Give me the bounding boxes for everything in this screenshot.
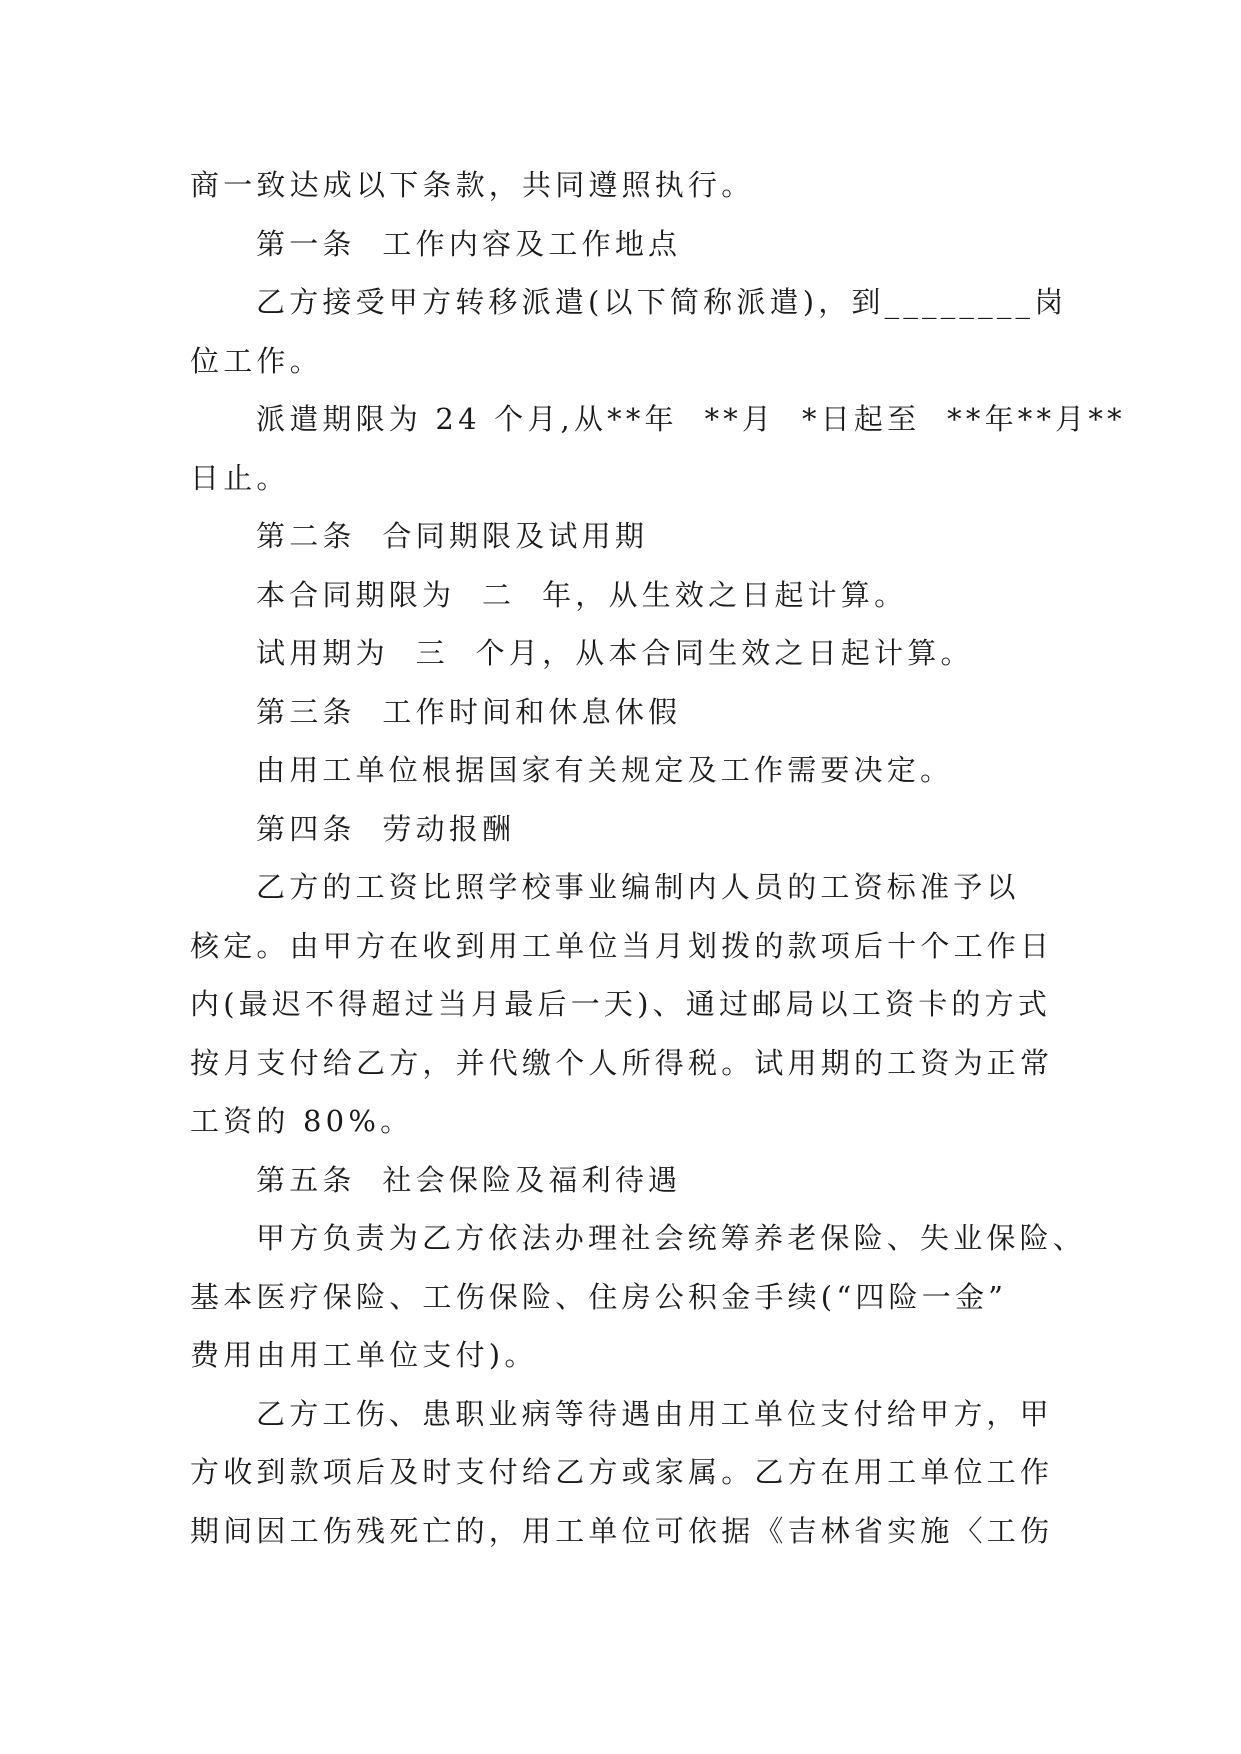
text-line: 派遣期限为 24 个月,从**年 **月 *日起至 **年**月**	[256, 402, 1126, 436]
article-heading: 第三条 工作时间和休息休假	[256, 694, 682, 729]
text-line: 由用工单位根据国家有关规定及工作需要决定。	[256, 753, 954, 787]
document-body	[190, 156, 1126, 1560]
text-line: 乙方工伤、患职业病等待遇由用工单位支付给甲方，甲	[256, 1396, 1053, 1431]
text-line: 期间因工伤残死亡的，用工单位可依据《吉林省实施〈工伤	[190, 1513, 1054, 1548]
text-line: 基本医疗保险、工伤保险、住房公积金手续(“四险一金”	[190, 1279, 1008, 1314]
text-line: 内(最迟不得超过当月最后一天)、通过邮局以工资卡的方式	[190, 987, 1052, 1021]
text-line: 甲方负责为乙方依法办理社会统筹养老保险、失业保险、	[256, 1221, 1087, 1255]
text-line: 商一致达成以下条款，共同遵照执行。	[190, 168, 755, 202]
article-heading: 第一条 工作内容及工作地点	[256, 226, 682, 261]
text-line: 工资的 80%。	[190, 1104, 414, 1138]
article-heading: 第四条 劳动报酬	[256, 811, 516, 846]
text-line: 乙方的工资比照学校事业编制内人员的工资标准予以	[256, 870, 1020, 904]
text-line: 乙方接受甲方转移派遣(以下简称派遣)，到________岗	[256, 285, 1068, 319]
text-line: 试用期为 三 个月，从本合同生效之日起计算。	[256, 636, 974, 670]
text-line: 位工作。	[190, 343, 323, 378]
article-heading: 第二条 合同期限及试用期	[256, 519, 649, 553]
text-line: 方收到款项后及时支付给乙方或家属。乙方在用工单位工作	[190, 1455, 1054, 1489]
article-heading: 第五条 社会保险及福利待遇	[256, 1162, 682, 1197]
text-line: 费用由用工单位支付)。	[190, 1338, 538, 1372]
text-line: 核定。由甲方在收到用工单位当月划拨的款项后十个工作日	[190, 928, 1054, 963]
text-line: 本合同期限为 二 年，从生效之日起计算。	[256, 577, 908, 612]
text-line: 按月支付给乙方，并代缴个人所得税。试用期的工资为正常	[190, 1045, 1054, 1080]
text-line: 日止。	[190, 460, 290, 495]
